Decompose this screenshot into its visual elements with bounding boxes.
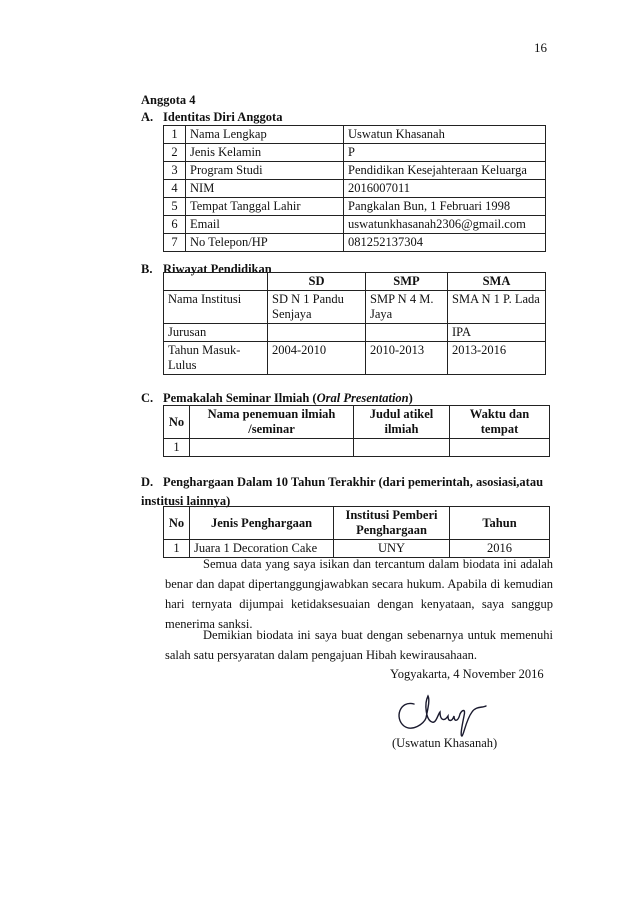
section-b-letter: B. <box>141 262 153 276</box>
seminar-header-name: Nama penemuan ilmiah /seminar <box>190 406 354 439</box>
education-cell-sd: 2004-2010 <box>268 342 366 375</box>
award-row-number: 1 <box>164 540 190 558</box>
identity-row-value: 081252137304 <box>344 234 546 252</box>
award-header-type: Jenis Penghargaan <box>190 507 334 540</box>
education-cell-smp: 2010-2013 <box>366 342 448 375</box>
page-number: 16 <box>534 40 547 55</box>
statement-paragraph-2: Demikian biodata ini saya buat dengan sebenarnya untuk memenuhi salah satu persyaratan dalam pengajuan Hibah kewirausahaan. <box>165 628 553 662</box>
identity-row-number: 4 <box>164 180 186 198</box>
award-header-year: Tahun <box>450 507 550 540</box>
award-header-institution: Institusi Pemberi Penghargaan <box>334 507 450 540</box>
identity-row-label: Email <box>186 216 344 234</box>
identity-row-label: NIM <box>186 180 344 198</box>
seminar-header-no: No <box>164 406 190 439</box>
identity-row-number: 5 <box>164 198 186 216</box>
education-row <box>164 342 546 375</box>
section-c-title-prefix: Pemakalah Seminar Ilmiah ( <box>163 391 317 405</box>
signature-icon <box>392 690 502 738</box>
identity-row-label: No Telepon/HP <box>186 234 344 252</box>
section-c-heading <box>141 391 413 406</box>
award-cell-institution: UNY <box>334 540 450 558</box>
identity-row-number: 7 <box>164 234 186 252</box>
seminar-header-title: Judul atikel ilmiah <box>354 406 450 439</box>
education-cell-smp <box>366 324 448 342</box>
identity-row-value: Pendidikan Kesejahteraan Keluarga <box>344 162 546 180</box>
seminar-header-time: Waktu dan tempat <box>450 406 550 439</box>
education-cell-sma: 2013-2016 <box>448 342 546 375</box>
identity-table <box>163 125 546 252</box>
award-table <box>163 506 550 558</box>
seminar-table <box>163 405 550 457</box>
education-cell-sma: IPA <box>448 324 546 342</box>
education-header-sma: SMA <box>448 273 546 291</box>
identity-row <box>164 234 546 252</box>
identity-row-number: 1 <box>164 126 186 144</box>
section-a-letter: A. <box>141 110 154 124</box>
section-c-title-suffix: ) <box>408 391 413 405</box>
seminar-cell-name <box>190 439 354 457</box>
identity-row-number: 6 <box>164 216 186 234</box>
education-row <box>164 291 546 324</box>
identity-row-value: Uswatun Khasanah <box>344 126 546 144</box>
award-cell-year: 2016 <box>450 540 550 558</box>
award-cell-type: Juara 1 Decoration Cake <box>190 540 334 558</box>
identity-row <box>164 144 546 162</box>
section-a-heading <box>141 110 282 125</box>
identity-row-label: Tempat Tanggal Lahir <box>186 198 344 216</box>
place-and-date: Yogyakarta, 4 November 2016 <box>390 667 544 681</box>
identity-row <box>164 162 546 180</box>
education-cell-sd: SD N 1 Pandu Senjaya <box>268 291 366 324</box>
identity-row-value: uswatunkhasanah2306@gmail.com <box>344 216 546 234</box>
identity-row-label: Program Studi <box>186 162 344 180</box>
education-cell-sd <box>268 324 366 342</box>
section-d-letter: D. <box>141 475 154 489</box>
section-b-title: Riwayat Pendidikan <box>163 262 272 276</box>
seminar-row-number: 1 <box>164 439 190 457</box>
identity-row-number: 2 <box>164 144 186 162</box>
section-a-title: Identitas Diri Anggota <box>163 110 283 124</box>
seminar-row <box>164 439 550 457</box>
identity-row <box>164 198 546 216</box>
section-c-title-italic: Oral Presentation <box>316 391 409 405</box>
identity-row <box>164 216 546 234</box>
identity-row-value: Pangkalan Bun, 1 Februari 1998 <box>344 198 546 216</box>
section-c-letter: C. <box>141 391 154 405</box>
identity-row <box>164 180 546 198</box>
identity-row-value: 2016007011 <box>344 180 546 198</box>
seminar-cell-title <box>354 439 450 457</box>
member-heading: Anggota 4 <box>141 93 196 107</box>
section-d-title: Penghargaan Dalam 10 Tahun Terakhir (dari pemerintah, asosiasi,atau institusi lainnya) <box>141 475 544 508</box>
education-cell-smp: SMP N 4 M. Jaya <box>366 291 448 324</box>
education-cell-sma: SMA N 1 P. Lada <box>448 291 546 324</box>
education-row-label: Jurusan <box>164 324 268 342</box>
education-header-smp: SMP <box>366 273 448 291</box>
identity-row <box>164 126 546 144</box>
education-row-label: Tahun Masuk-Lulus <box>164 342 268 375</box>
statement-paragraph-1: Semua data yang saya isikan dan tercantum dalam biodata ini adalah benar dan dapat dipertanggungjawabkan secara hukum. Apabila di kemudian hari ternyata dijumpai ketidaksesuaian dengan kenyataan, saya sanggup menerima sanksi. <box>165 557 553 631</box>
identity-row-label: Jenis Kelamin <box>186 144 344 162</box>
education-table <box>163 272 546 375</box>
identity-row-label: Nama Lengkap <box>186 126 344 144</box>
identity-row-number: 3 <box>164 162 186 180</box>
award-header-no: No <box>164 507 190 540</box>
education-row <box>164 324 546 342</box>
identity-row-value: P <box>344 144 546 162</box>
education-header-sd: SD <box>268 273 366 291</box>
seminar-cell-time <box>450 439 550 457</box>
signer-name: (Uswatun Khasanah) <box>392 736 498 750</box>
education-row-label: Nama Institusi <box>164 291 268 324</box>
education-header-empty <box>164 273 268 291</box>
